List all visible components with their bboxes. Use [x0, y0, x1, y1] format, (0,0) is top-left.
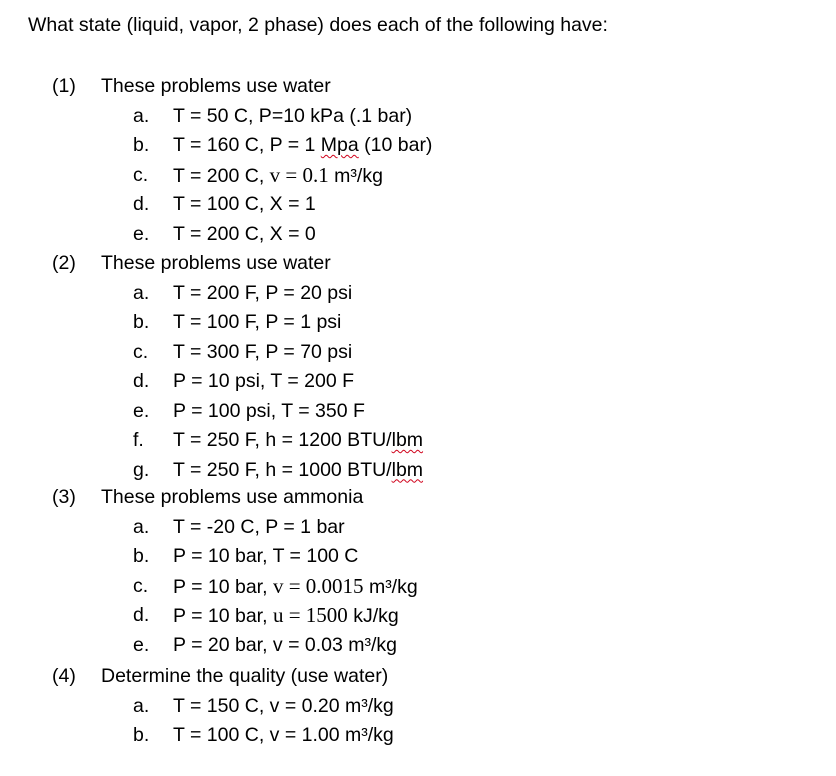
list-item: [52, 161, 812, 191]
list-item: [52, 308, 812, 338]
section-number: (2): [52, 252, 76, 274]
section-heading: [52, 662, 812, 692]
item-letter: f.: [133, 429, 144, 451]
item-letter: a.: [133, 515, 150, 538]
item-text: P = 10 bar, T = 100 C: [173, 545, 359, 567]
item-letter: e.: [133, 222, 150, 245]
section-title: Determine the quality (use water): [101, 665, 389, 687]
item-text: P = 10 psi, T = 200 F: [173, 370, 355, 392]
item-text: [173, 601, 399, 632]
math-expression: u = 1500: [272, 603, 348, 627]
item-letter: a.: [133, 281, 150, 304]
item-text: P = 20 bar, v = 0.03 m³/kg: [173, 633, 398, 656]
list-item: [52, 426, 812, 456]
item-letter: b.: [133, 311, 150, 333]
item-text: T = 150 C, v = 0.20 m³/kg: [173, 694, 394, 717]
math-expression: v = 0.1: [269, 162, 329, 187]
section-1: [52, 72, 812, 249]
spellcheck-flagged-word: lbm: [391, 458, 424, 481]
item-text: P = 100 psi, T = 350 F: [173, 399, 365, 422]
list-item: [52, 542, 812, 572]
list-item: [52, 513, 812, 543]
section-3: [52, 483, 812, 660]
section-number: (3): [52, 486, 76, 508]
list-item: [52, 102, 812, 132]
item-letter: b.: [133, 545, 150, 567]
section-title: These problems use water: [101, 75, 331, 97]
section-heading: [52, 483, 812, 513]
section-number: (4): [52, 665, 76, 687]
item-letter: g.: [133, 458, 150, 481]
item-text-part: (10 bar): [358, 134, 433, 156]
list-item: [52, 631, 812, 661]
section-2: [52, 249, 812, 485]
list-item: [52, 692, 812, 722]
item-text-part: P = 10 bar,: [173, 575, 273, 598]
item-text-part: T = 250 F, h = 1000 BTU/: [173, 458, 392, 481]
item-text: T = 200 C, X = 0: [173, 222, 316, 245]
item-letter: d.: [133, 370, 150, 392]
item-letter: d.: [133, 604, 150, 626]
section-number: (1): [52, 75, 76, 97]
math-expression: v = 0.0015: [272, 573, 364, 598]
item-text: [173, 426, 423, 456]
item-text: T = 200 F, P = 20 psi: [173, 281, 353, 304]
section-heading: [52, 72, 812, 102]
item-text: T = 100 C, X = 1: [173, 193, 316, 215]
list-item: [52, 601, 812, 631]
item-text-part: T = 160 C, P = 1: [173, 134, 321, 156]
item-text: [173, 456, 423, 486]
item-text: T = 100 F, P = 1 psi: [173, 311, 342, 333]
item-letter: b.: [133, 134, 150, 156]
item-text-part: P = 10 bar,: [173, 605, 273, 627]
page-title: What state (liquid, vapor, 2 phase) does each of the following have:: [28, 14, 608, 36]
section-4: [52, 662, 812, 751]
item-letter: a.: [133, 694, 150, 717]
list-item: [52, 367, 812, 397]
item-letter: c.: [133, 163, 149, 186]
item-text: T = 300 F, P = 70 psi: [173, 340, 353, 363]
item-text-part: T = 200 C,: [173, 164, 270, 187]
item-letter: c.: [133, 574, 149, 597]
list-item: [52, 572, 812, 602]
spellcheck-flagged-word: lbm: [391, 429, 424, 451]
item-text: T = 100 C, v = 1.00 m³/kg: [173, 724, 394, 746]
item-letter: c.: [133, 340, 149, 363]
item-letter: a.: [133, 104, 150, 127]
list-item: [52, 721, 812, 751]
item-text-part: kJ/kg: [347, 605, 399, 627]
list-item: [52, 220, 812, 250]
item-text: T = 50 C, P=10 kPa (.1 bar): [173, 104, 413, 127]
section-heading: [52, 249, 812, 279]
item-letter: b.: [133, 724, 150, 746]
item-text: [173, 572, 418, 603]
item-letter: e.: [133, 399, 150, 422]
item-letter: e.: [133, 633, 150, 656]
section-title: These problems use ammonia: [101, 486, 364, 508]
section-title: These problems use water: [101, 252, 331, 274]
list-item: [52, 456, 812, 486]
item-text-part: m³/kg: [328, 164, 383, 187]
list-item: [52, 190, 812, 220]
item-letter: d.: [133, 193, 150, 215]
list-item: [52, 131, 812, 161]
list-item: [52, 279, 812, 309]
item-text: [173, 131, 432, 161]
list-item: [52, 338, 812, 368]
spellcheck-flagged-word: Mpa: [320, 134, 359, 156]
item-text: T = -20 C, P = 1 bar: [173, 515, 345, 538]
item-text: [173, 161, 383, 192]
list-item: [52, 397, 812, 427]
item-text-part: T = 250 F, h = 1200 BTU/: [173, 429, 392, 451]
item-text-part: m³/kg: [363, 575, 418, 598]
